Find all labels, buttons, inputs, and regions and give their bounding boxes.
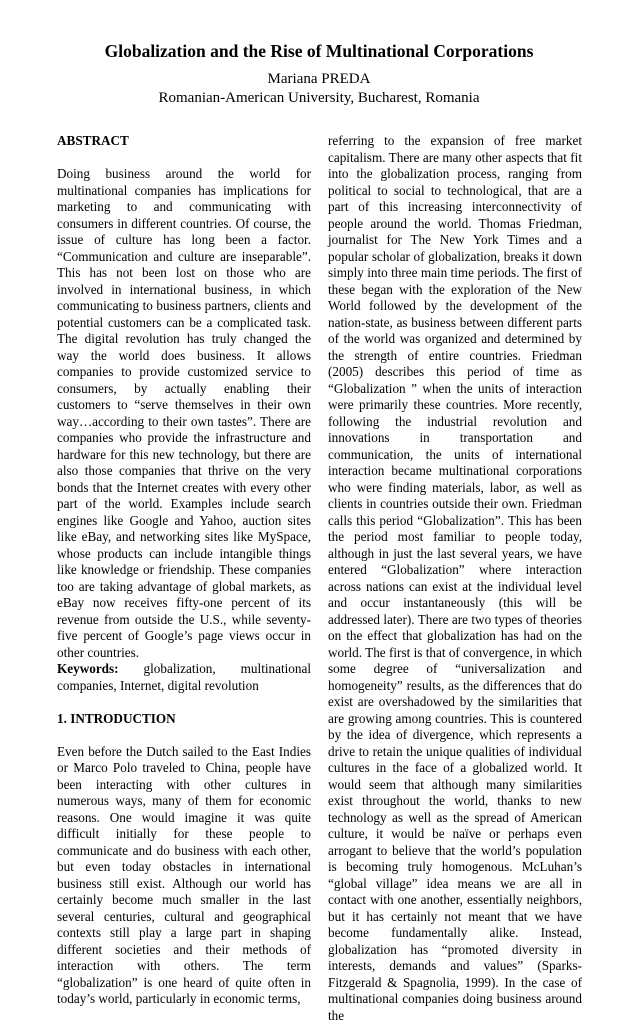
abstract-text: Doing business around the world for multinational companies has implications for marketing to and communicating with consumers in different countries. Of course, the issue of culture has long been a factor. “Communication and culture are inseparable”. This has not been lost on those who are involved in international business, in which communicating to business partners, clients and potential customers can be a complicated task. The digital revolution has truly changed the way the world does business. It allows companies to provide customized service to consumers, by actually enabling their customers to “serve themselves in their own way…according to their own tastes”. There are companies who provide the infrastructure and hardware for this new technology, but there are also those companies that thrive on the very bonds that the Internet creates with every other part of the world. Examples include search engines like Google and Yahoo, auction sites like eBay, and networking sites like MySpace, whose products can include intangible things like knowledge or friendship. These companies too are taking advantage of global markets, as eBay now receives fifty-one percent of its revenue from outside the U.S., while seventy-five percent of Google’s page views occur in other countries.	[57, 166, 311, 660]
keywords-text: globalization, multinational companies, Internet, digital revolution	[57, 661, 311, 693]
introduction-text: Even before the Dutch sailed to the East Indies or Marco Polo traveled to China, people have been interacting with other cultures in numerous ways, many of them for economic reasons. One would imagine it was quite difficult initially for these people to communicate and do business with each other, but even today obstacles in international business still exist. Although our world has certainly become much smaller in the last several centuries, cultural and geographical contexts still play a large part in shaping different societies and their methods of interaction with others. The term “globalization” is one heard of quite often in today’s world, particularly in economic terms,	[57, 743, 311, 1006]
introduction-heading: 1. INTRODUCTION	[57, 710, 176, 726]
author-name: Mariana PREDA	[267, 71, 371, 87]
keywords	[57, 661, 311, 694]
keywords-label: Keywords:	[57, 661, 119, 676]
left-column	[57, 133, 311, 1008]
author-affiliation: Romanian-American University, Bucharest, Romania	[158, 90, 480, 106]
body-text: referring to the expansion of free market capitalism. There are many other aspects that fit into the globalization process, ranging from political to social to technological, that are a part of this increasing interconnectivity of people around the world. Thomas Friedman, journalist for The New York Times and a popular scholar of globalization, breaks it down simply into three main time periods. The first of these began with the exploration of the New World followed by the development of the nation-state, as business between different parts of the world was organized and determined by the strength of entire countries. Friedman (2005) describes this period of time as “Globalization ” when the units of interaction were primarily these countries. More recently, following the industrial revolution and innovations in transportation and communication, the units of international interaction became multinational corporations who were finding materials, labor, as well as clients in countries outside their own. Friedman calls this period “Globalization”. This has been the period most familiar to people today, although in just the last several years, we have entered “Globalization” where interaction across nations can exist at the individual level and occur instantaneously (this will be addressed later). There are two types of theories on the effect that globalization has had on the world. The first is that of convergence, in which some degree of “universalization and homogeneity” results, as the differences that do exist are overshadowed by the similarities that are growing among countries. This is countered by the idea of divergence, which represents a drive to retain the unique qualities of individual cultures in the face of a globalized world. It would seem that although many similarities exist throughout the world, thanks to new technology as well as the spread of American culture, it would be naïve or perhaps even arrogant to believe that the world’s population is becoming truly homogenous. McLuhan’s “global village” idea means we are all in contact with one another, essentially neighbors, but it has certainly not meant that we have become fundamentally alike. Instead, globalization has “promoted diversity in interests, demands and values” (Sparks-Fitzgerald & Spagnolia, 1999). In the case of multinational companies doing business around the	[328, 133, 582, 1023]
abstract-heading: ABSTRACT	[57, 133, 129, 148]
paper-title: Globalization and the Rise of Multinational Corporations	[104, 41, 534, 61]
right-column	[328, 133, 582, 1024]
